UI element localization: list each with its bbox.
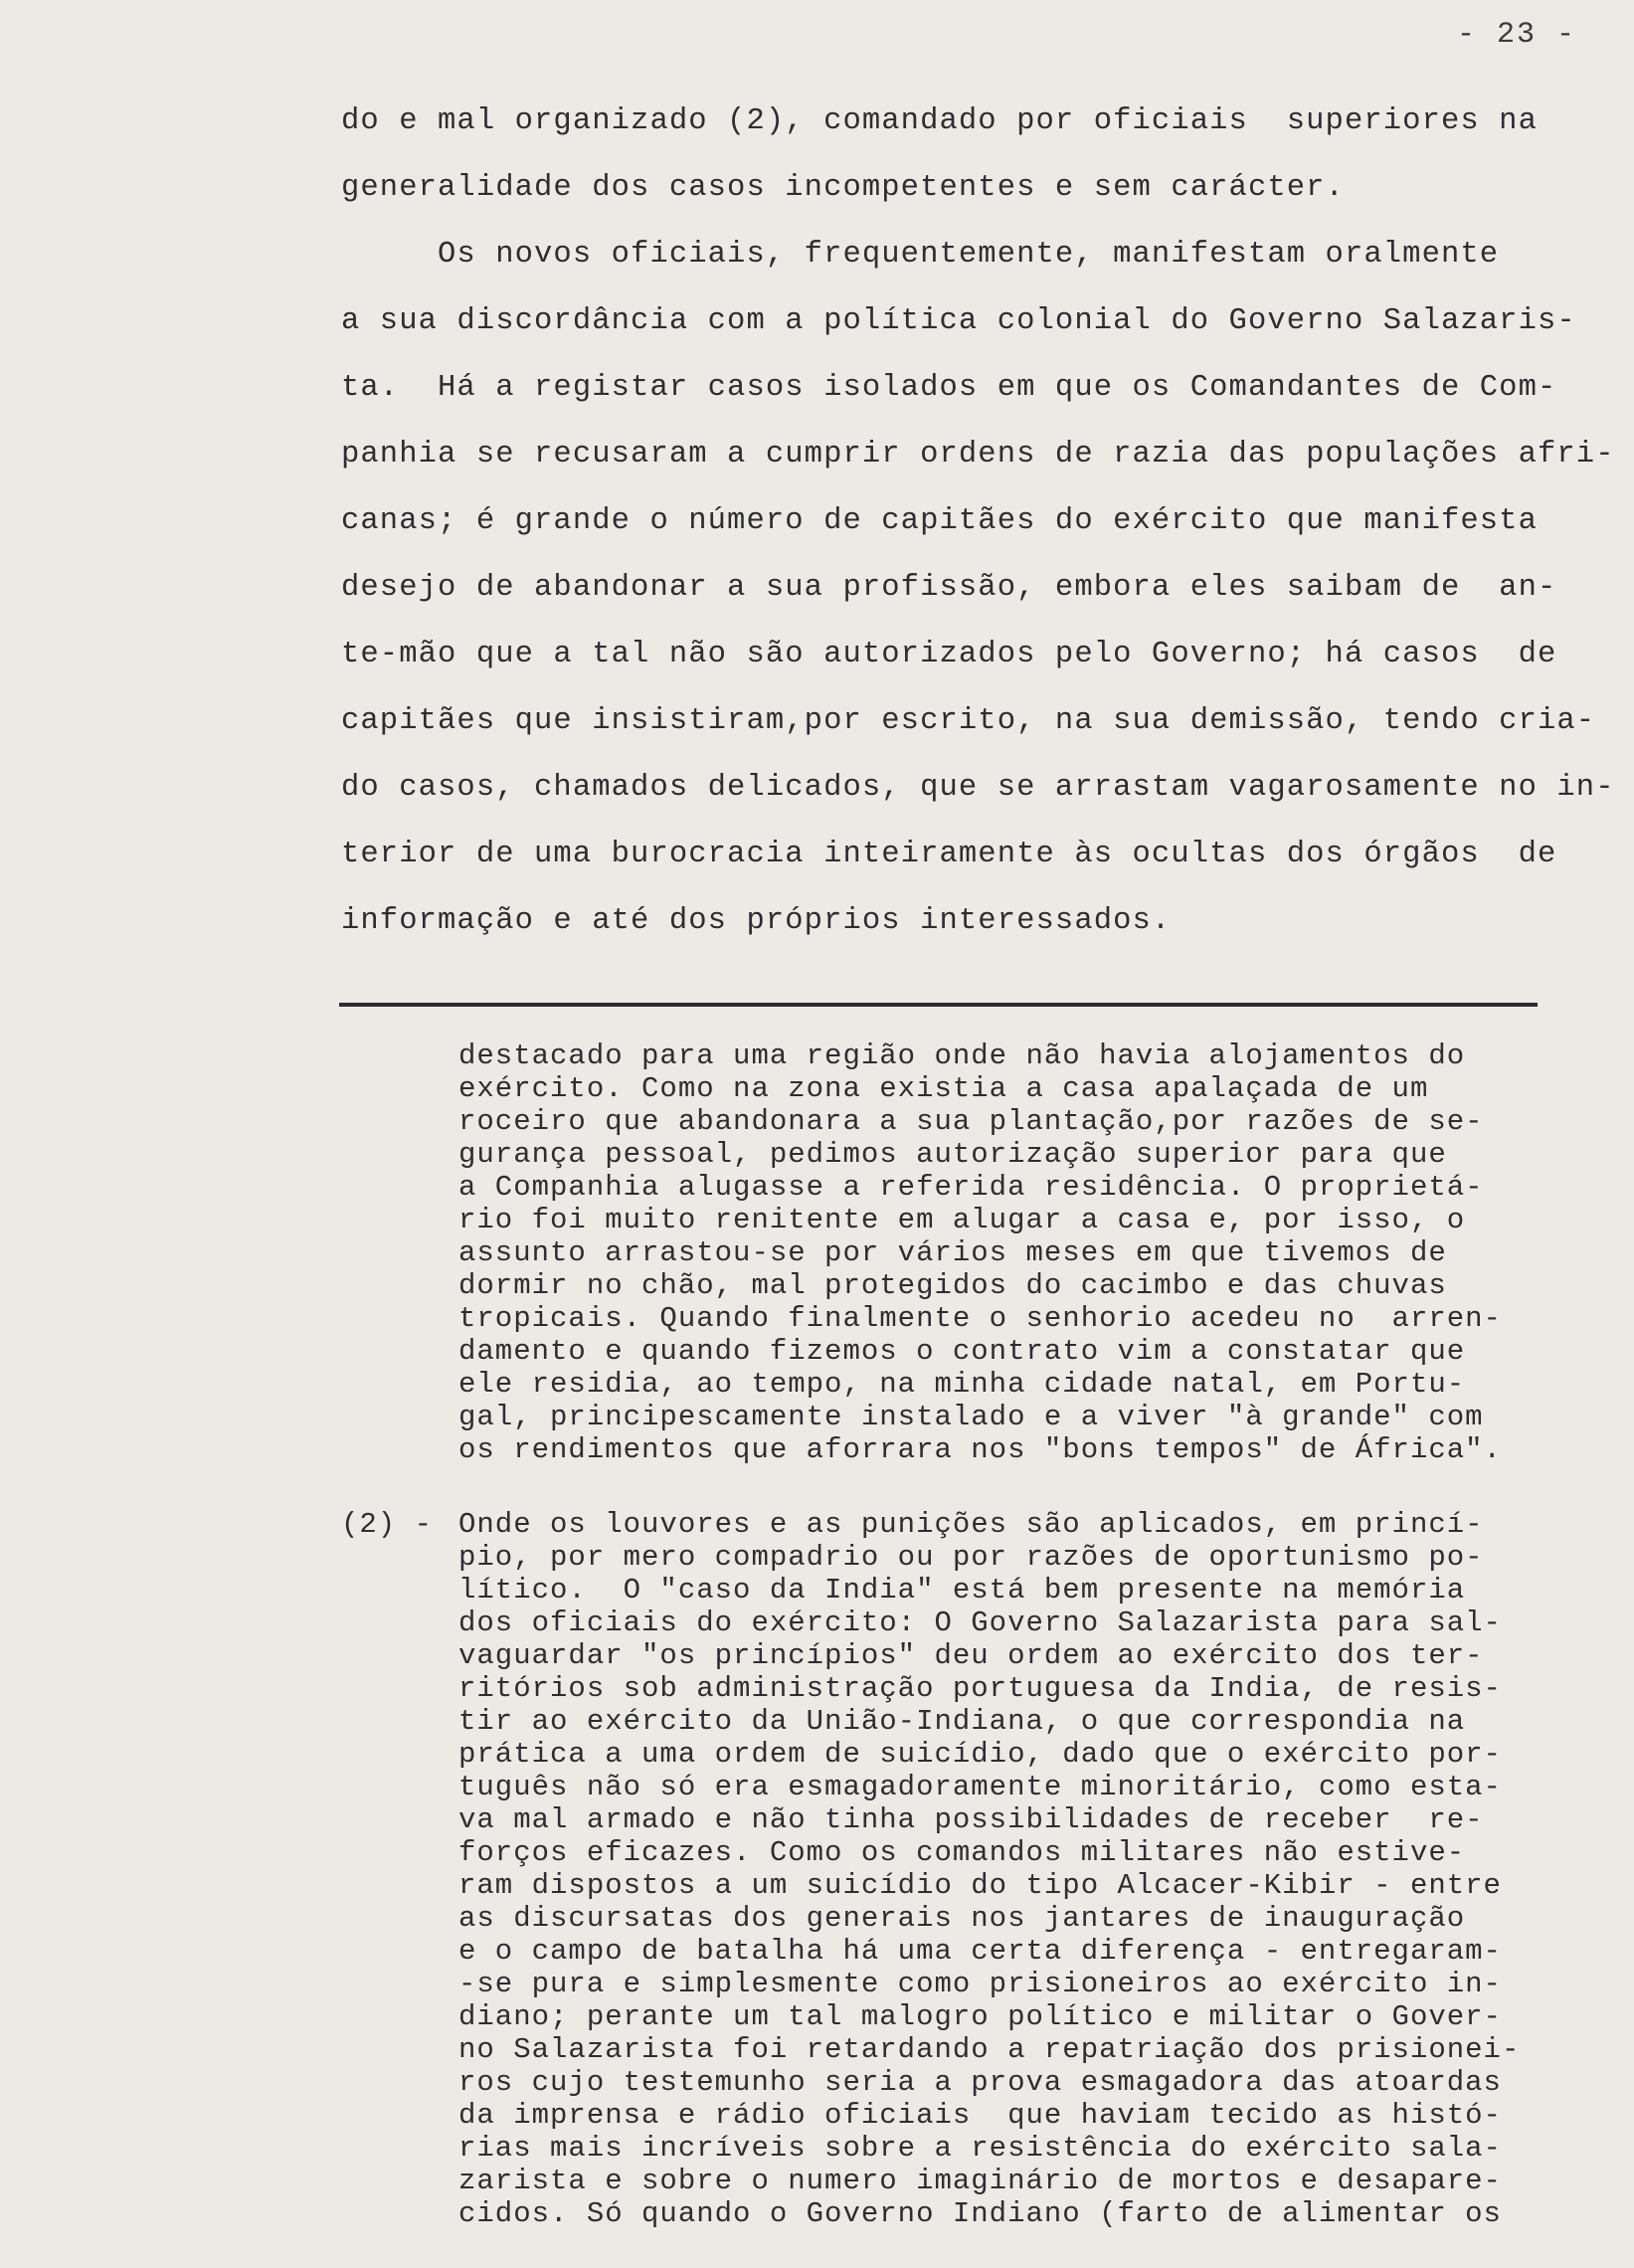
body-line: Os novos oficiais, frequentemente, manifestam oralmente — [341, 238, 1500, 272]
body-line: do casos, chamados delicados, que se arrastam vagarosamente no in- — [341, 771, 1615, 805]
footnote-line: Onde os louvores e as punições são aplicados, em princí- — [458, 1508, 1484, 1541]
footnote-line: forços eficazes. Como os comandos militares não estive- — [458, 1836, 1466, 1869]
footnote-line: a Companhia alugasse a referida residência. O proprietá- — [458, 1171, 1484, 1204]
footnote-line: ram dispostos a um suicídio do tipo Alcacer-Kibir - entre — [458, 1869, 1502, 1902]
page-number: - 23 - — [1456, 18, 1576, 52]
footnote-line: gal, principescamente instalado e a viver "à grande" com — [458, 1401, 1484, 1433]
footnote-line: lítico. O "caso da India" está bem presente na memória — [458, 1574, 1466, 1606]
footnote-line: prática a uma ordem de suicídio, dado que o exército por- — [458, 1738, 1502, 1771]
body-line: te-mão que a tal não são autorizados pelo Governo; há casos de — [341, 638, 1557, 671]
footnote-line: zarista e sobre o numero imaginário de mortos e desapare- — [458, 2165, 1502, 2197]
footnote-line: ritórios sob administração portuguesa da India, de resis- — [458, 1672, 1502, 1705]
body-line: ta. Há a registar casos isolados em que os Comandantes de Com- — [341, 371, 1557, 405]
body-line: informação e até dos próprios interessados. — [341, 904, 1172, 938]
footnote-line: roceiro que abandonara a sua plantação,por razões de se- — [458, 1105, 1484, 1138]
footnote-line: -se pura e simplesmente como prisioneiros ao exército in- — [458, 1968, 1502, 2000]
footnote-line: diano; perante um tal malogro político e militar o Gover- — [458, 2000, 1502, 2033]
footnote-line: rio foi muito renitente em alugar a casa e, por isso, o — [458, 1204, 1466, 1236]
footnote-line: tuguês não só era esmagadoramente minoritário, como esta- — [458, 1771, 1502, 1803]
footnote-line: dos oficiais do exército: O Governo Salazarista para sal- — [458, 1606, 1502, 1639]
footnote-line: damento e quando fizemos o contrato vim a constatar que — [458, 1335, 1466, 1368]
footnote-line: ros cujo testemunho seria a prova esmagadora das atoardas — [458, 2066, 1502, 2099]
body-line: capitães que insistiram,por escrito, na sua demissão, tendo cria- — [341, 704, 1596, 738]
footnote-line: cidos. Só quando o Governo Indiano (farto de alimentar os — [458, 2197, 1502, 2230]
footnote-line: dormir no chão, mal protegidos do cacimbo e das chuvas — [458, 1269, 1447, 1302]
footnote-line: pio, por mero compadrio ou por razões de oportunismo po- — [458, 1541, 1484, 1574]
footnote-line: ele residia, ao tempo, na minha cidade natal, em Portu- — [458, 1368, 1466, 1401]
footnote-line: tir ao exército da União-Indiana, o que correspondia na — [458, 1705, 1466, 1738]
footnote-line: vaguardar "os princípios" deu ordem ao exército dos ter- — [458, 1639, 1484, 1672]
footnote-line: da imprensa e rádio oficiais que haviam tecido as histó- — [458, 2099, 1502, 2132]
footnote-line: exército. Como na zona existia a casa apalaçada de um — [458, 1072, 1429, 1105]
footnote-line: tropicais. Quando finalmente o senhorio acedeu no arren- — [458, 1302, 1502, 1335]
footnote-line: gurança pessoal, pedimos autorização superior para que — [458, 1138, 1447, 1171]
body-line: generalidade dos casos incompetentes e sem carácter. — [341, 171, 1345, 205]
body-line: a sua discordância com a política colonial do Governo Salazaris- — [341, 304, 1576, 338]
footnote-line: os rendimentos que aforrara nos "bons tempos" de África". — [458, 1433, 1502, 1466]
footnote-line: va mal armado e não tinha possibilidades de receber re- — [458, 1803, 1484, 1836]
footnote-line: e o campo de batalha há uma certa diferença - entregaram- — [458, 1935, 1502, 1968]
body-line: desejo de abandonar a sua profissão, embora eles saibam de an- — [341, 571, 1557, 605]
body-line: terior de uma burocracia inteiramente às ocultas dos órgãos de — [341, 838, 1557, 871]
footnote-separator-rule — [339, 1003, 1538, 1007]
body-line: canas; é grande o número de capitães do exército que manifesta — [341, 504, 1538, 538]
footnote-line: rias mais incríveis sobre a resistência do exército sala- — [458, 2132, 1502, 2165]
body-line: do e mal organizado (2), comandado por oficiais superiores na — [341, 104, 1538, 138]
body-line: panhia se recusaram a cumprir ordens de razia das populações afri- — [341, 438, 1615, 472]
footnote-line: destacado para uma região onde não havia alojamentos do — [458, 1040, 1466, 1072]
footnote-line: as discursatas dos generais nos jantares de inauguração — [458, 1902, 1466, 1935]
footnote-line: assunto arrastou-se por vários meses em que tivemos de — [458, 1236, 1447, 1269]
footnote-line: no Salazarista foi retardando a repatriação dos prisionei- — [458, 2033, 1521, 2066]
footnote-2-marker: (2) - — [341, 1508, 434, 1541]
